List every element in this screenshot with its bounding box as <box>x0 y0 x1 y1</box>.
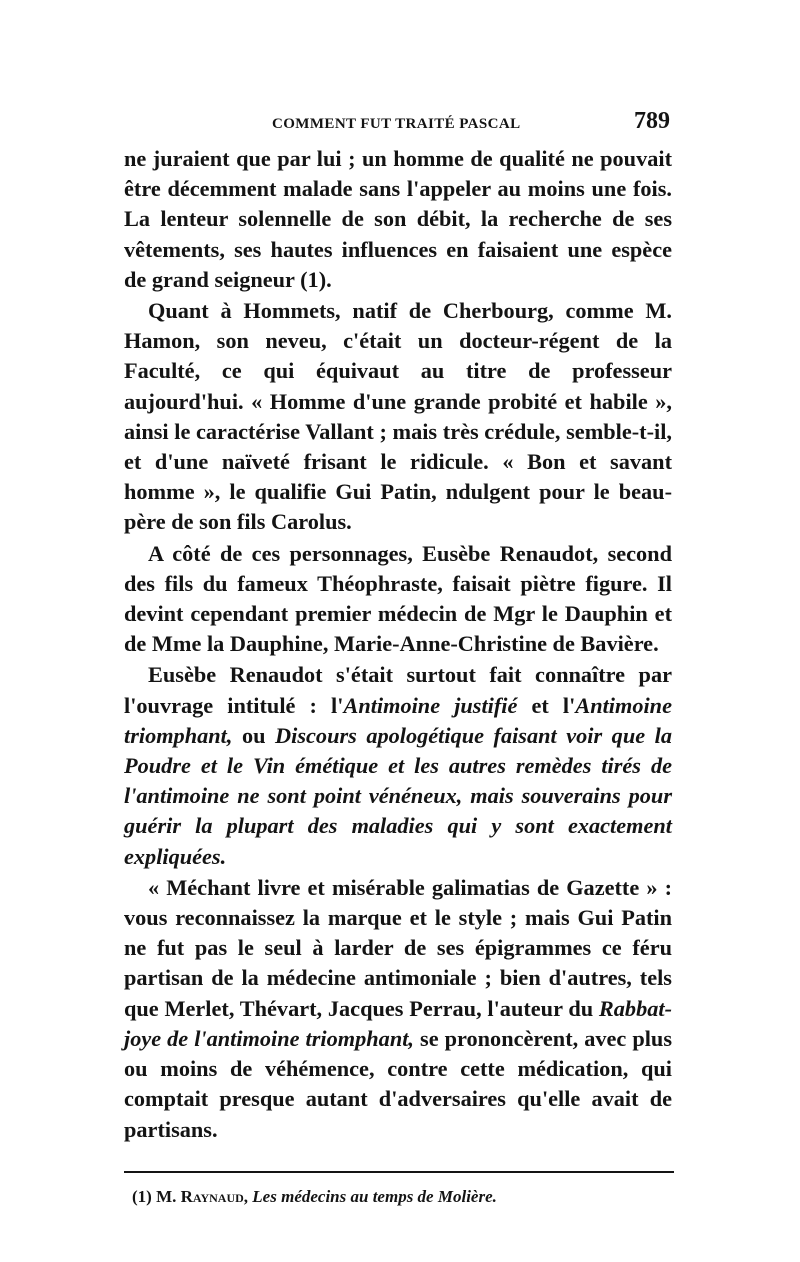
footnote <box>124 1187 672 1207</box>
book-page <box>124 104 672 1207</box>
book-title-discours-apologetique: Discours apologétique faisant voir que la Poudre et le Vin émétique et les autres remèdes tirés de l'antimoine ne sont point vénéneux, mais souverains pour guérir la plupart des maladies qui y sont exactement expliquées. <box>124 722 672 869</box>
footnote-author: Raynaud, <box>180 1186 249 1206</box>
paragraph-mechant-livre-conclusion: se prononcèrent, avec plus ou moins de véhémence, contre cette médication, qui comptait presque autant d'adversaires qu'elle avait de partisans. <box>124 1025 673 1142</box>
paragraph-mechant-livre-intro: « Méchant livre et misérable galimatias de Gazette » : vous reconnaissez la marque et le style ; mais Gui Patin ne fut pas le seul à larder de ses épigrammes ce féru partisan de la médecine antimoniale ; bien d'autres, tels que Merlet, Thévart, Jacques Perrau, l'auteur du <box>124 874 672 1021</box>
paragraph-mechant-livre <box>124 873 672 1145</box>
body-text <box>124 144 672 1145</box>
page-number: 789 <box>634 108 670 134</box>
paragraph-antimoine-intro: Eusèbe Renaudot s'était surtout fait connaître par l'ouvrage intitulé : l' <box>124 662 672 718</box>
running-head <box>124 104 672 144</box>
book-title-antimoine-triomphant: Antimoine triomphant, <box>124 692 672 748</box>
paragraph-antimoine <box>124 660 672 871</box>
paragraph-renaudot: A côté de ces personnages, Eusèbe Renaudot, second des fils du fameux Théophraste, faisait piètre figure. Il devint cependant premier médecin de Mgr le Dauphin et de Mme la Dauphine, Marie-Anne-Christine de Bavière. <box>124 540 672 657</box>
paragraph-antimoine-connector: et l' <box>517 692 576 718</box>
book-title-antimoine-justifie: Antimoine justifié <box>343 692 518 718</box>
footnote-marker: (1) M. <box>132 1186 177 1206</box>
paragraph-continuation: ne juraient que par lui ; un homme de qualité ne pouvait être décemment malade sans l'appeler au moins une fois. La lenteur solennelle de son débit, la recherche de ses vêtements, ses hautes influences en faisaient une espèce de grand seigneur (1). <box>124 146 672 292</box>
footnote-book-title: Les médecins au temps de Molière. <box>252 1186 497 1206</box>
book-title-rabbat-joye: Rabbat-joye de l'antimoine triomphant, <box>124 995 672 1051</box>
paragraph-antimoine-connector-ou: ou <box>232 722 276 748</box>
running-title: COMMENT FUT TRAITÉ PASCAL <box>272 116 521 132</box>
paragraph-hommets: Quant à Hommets, natif de Cherbourg, comme M. Hamon, son neveu, c'était un docteur-régent de la Faculté, ce qui équivaut au titre de professeur aujourd'hui. « Homme d'une grande probité et habile », ainsi le caractérise Vallant ; mais très crédule, semble-t-il, et d'une naïveté frisant le ridicule. « Bon et savant homme », le qualifie Gui Patin, ndulgent pour le beau-père de son fils Carolus. <box>124 298 672 535</box>
footnote-rule <box>124 1171 674 1173</box>
